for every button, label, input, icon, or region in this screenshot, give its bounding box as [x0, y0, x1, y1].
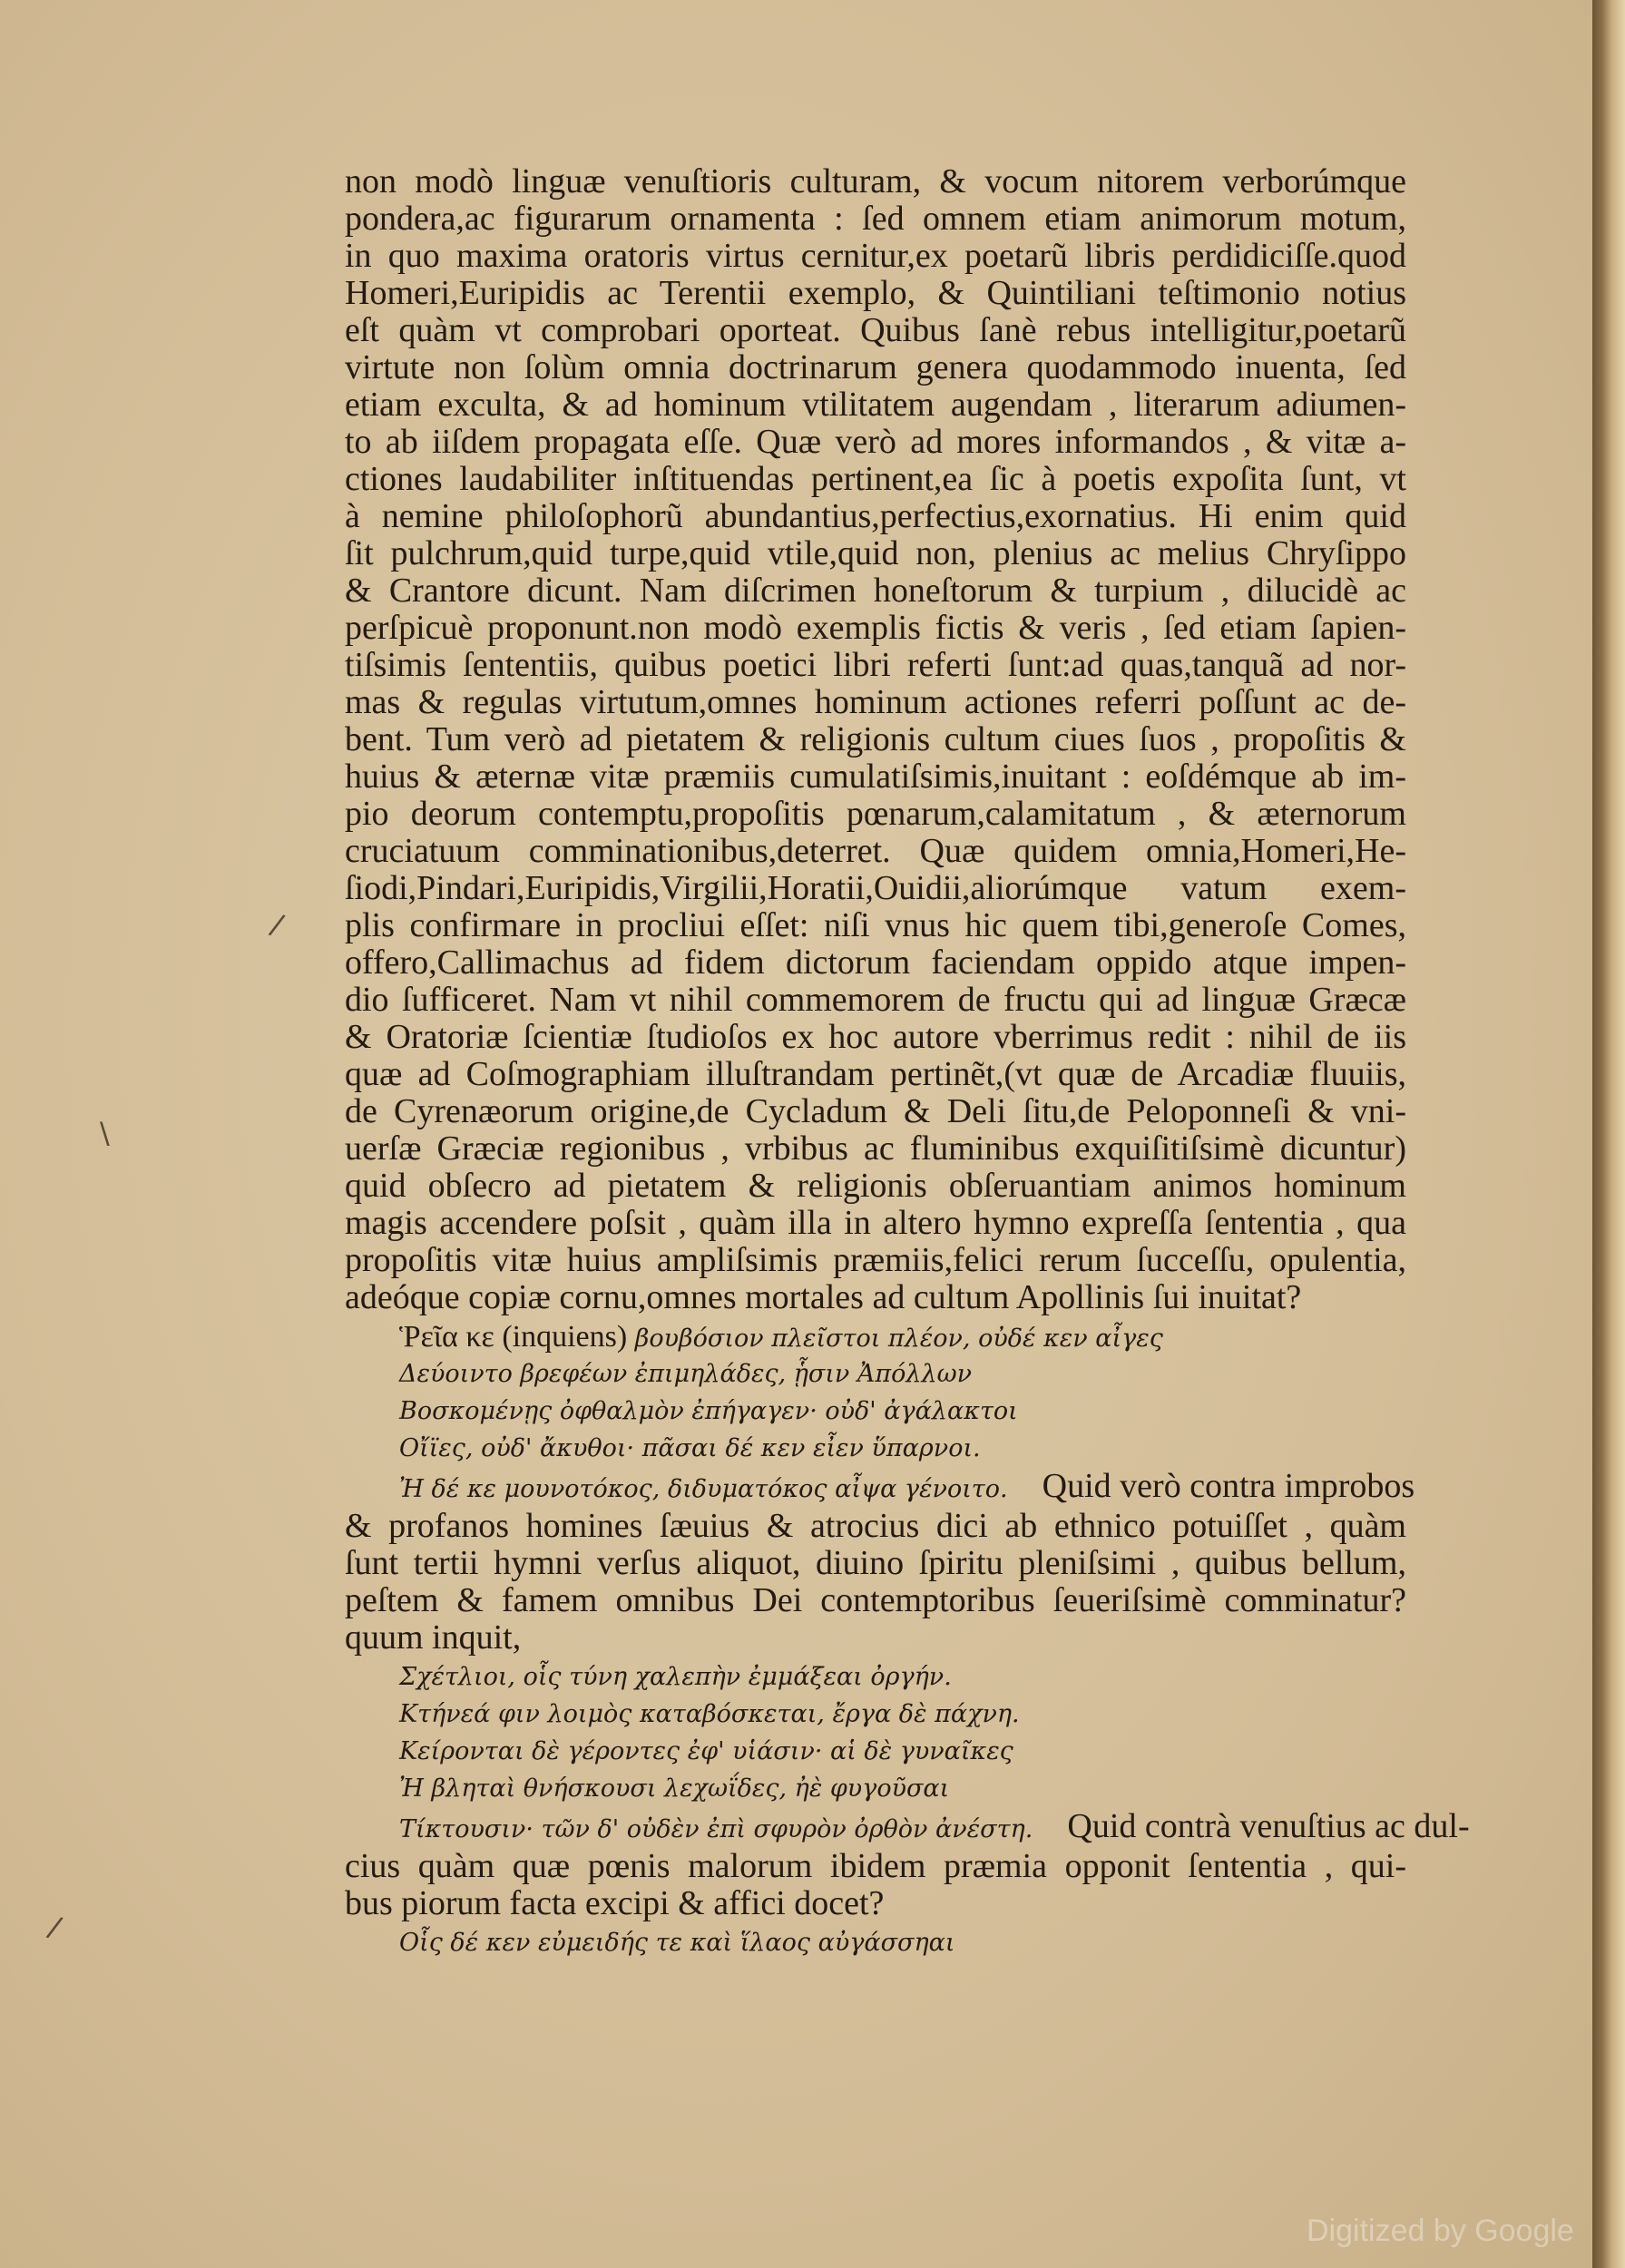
greek-line: Οἷς δέ κεν εὐμειδής τε καὶ ἵλαος αὐγάσσηαι — [399, 1929, 955, 1957]
text-line: Homeri,Euripidis ac Terentii exemplo, & Quintiliani teſtimonio notius — [345, 274, 1406, 312]
text-line: huius & æternæ vitæ præmiis cumulatiſsimis,inuitant : eoſdémque ab im- — [345, 758, 1406, 796]
latin-paragraph-3 — [345, 1848, 1406, 1922]
greek-line: Δεύοιντο βρεφέων ἐπιμηλάδες, ᾗσιν Ἀπόλλων — [399, 1360, 973, 1388]
text-line: perſpicuè proponunt.non modò exemplis fictis & veris , ſed etiam ſapien- — [345, 609, 1406, 647]
greek-line-rest: βουβόσιον πλεῖστοι πλέον, οὐδέ κεν αἶγες — [634, 1325, 1163, 1353]
greek-lead-word: Ῥεῖα κε — [399, 1320, 494, 1354]
watermark: Digitized by Google — [1307, 2214, 1574, 2248]
text-line: ctiones laudabiliter inſtituendas pertinent,ea ſic à poetis expoſita ſunt, vt — [345, 460, 1406, 498]
latin-paragraph-2 — [345, 1508, 1406, 1657]
text-line: tiſsimis ſententiis, quibus poetici libri referti ſunt:ad quas,tanquã ad nor- — [345, 646, 1406, 684]
text-line: cius quàm quæ pœnis malorum ibidem præmia opponit ſententia , qui- — [345, 1847, 1406, 1885]
text-block — [345, 162, 1470, 1965]
greek-line — [345, 1318, 1406, 1355]
text-line: quid obſecro ad pietatem & religionis obſeruantiam animos hominum — [345, 1167, 1406, 1205]
greek-line: Βοσκομένῃς ὀφθαλμὸν ἐπήγαγεν· οὐδ' ἀγάλακτοι — [399, 1397, 1018, 1425]
text-line: bent. Tum verò ad pietatem & religionis cultum ciues ſuos , propoſitis & — [345, 720, 1406, 758]
page-edge — [1592, 0, 1625, 2268]
text-line: adeóque copiæ cornu,omnes mortales ad cultum Apollinis ſui inuitat? — [345, 1278, 1302, 1316]
text-line: quum inquit, — [345, 1618, 522, 1657]
greek-lead-latin: (inquiens) — [502, 1320, 628, 1354]
greek-line: Ἠ βληταὶ θνήσκουσι λεχωΐδες, ἠὲ φυγοῦσαι — [399, 1774, 950, 1803]
text-line: in quo maxima oratoris virtus cernitur,ex poetarũ libris perdidiciſſe.quod — [345, 237, 1406, 275]
text-line: & Crantore dicunt. Nam diſcrimen honeſtorum & turpium , dilucidè ac — [345, 572, 1406, 610]
text-line: eſt quàm vt comprobari oporteat. Quibus ſanè rebus intelligitur,poetarũ — [345, 311, 1406, 349]
greek-line: Τίκτουσιν· τῶν δ' οὐδὲν ἐπὶ σφυρὸν ὀρθὸν ἀνέστη. — [399, 1815, 1033, 1843]
text-line: propoſitis vitæ huius ampliſsimis præmiis,felici rerum ſucceſſu, opulentia, — [345, 1241, 1406, 1279]
greek-line: Οἴϊες, οὐδ' ἄκυθοι· πᾶσαι δέ κεν εἶεν ὕπαρνοι. — [399, 1434, 981, 1462]
text-line: ſiodi,Pindari,Euripidis,Virgilii,Horatii,Ouidii,aliorúmque vatum exem- — [345, 869, 1406, 907]
greek-line: Σχέτλιοι, οἷς τύνη χαλεπὴν ἐμμάξεαι ὀργήν. — [399, 1663, 952, 1691]
text-line: peſtem & famem omnibus Dei contemptoribus ſeueriſsimè comminatur? — [345, 1581, 1406, 1619]
text-line: uerſæ Græciæ regionibus , vrbibus ac fluminibus exquiſitiſsimè dicuntur) — [345, 1129, 1406, 1168]
text-line: ſit pulchrum,quid turpe,quid vtile,quid non, plenius ac melius Chryſippo — [345, 534, 1406, 572]
text-line: pio deorum contemptu,propoſitis pœnarum,calamitatum , & æternorum — [345, 795, 1406, 833]
greek-quote-2 — [345, 1658, 1470, 1845]
text-line: magis accendere poſsit , quàm illa in altero hymno expreſſa ſententia , qua — [345, 1204, 1406, 1242]
text-line: bus piorum facta excipi & affici docet? — [345, 1884, 885, 1922]
text-line: plis confirmare in procliui eſſet: niſi vnus hic quem tibi,generoſe Comes, — [345, 906, 1406, 944]
text-line: quæ ad Coſmographiam illuſtrandam pertinẽt,(vt quæ de Arcadiæ fluuiis, — [345, 1055, 1406, 1093]
text-line: & profanos homines ſæuius & atrocius dici ab ethnico potuiſſet , quàm — [345, 1507, 1406, 1545]
text-line: & Oratoriæ ſcientiæ ſtudioſos ex hoc autore vberrimus redit : nihil de iis — [345, 1018, 1406, 1056]
margin-mark-low: / — [44, 1909, 65, 1945]
latin-paragraph-1 — [345, 163, 1406, 1316]
text-line: pondera,ac figurarum ornamenta : ſed omnem etiam animorum motum, — [345, 200, 1406, 238]
text-line: to ab iiſdem propagata eſſe. Quæ verò ad mores informandos , & vitæ a- — [345, 423, 1406, 461]
greek-line: Κτήνεά φιν λοιμὸς καταβόσκεται, ἔργα δὲ πάχνη. — [399, 1700, 1020, 1728]
greek-quote-3 — [345, 1924, 1406, 1961]
greek-line: Κείρονται δὲ γέροντες ἐφ' υἱάσιν· αἱ δὲ γυναῖκες — [399, 1737, 1013, 1765]
text-line: à nemine philoſophorũ abundantius,perfectius,exornatius. Hi enim quid — [345, 497, 1406, 535]
text-line: non modò linguæ venuſtioris culturam, & vocum nitorem verborúmque — [345, 162, 1406, 200]
text-line: cruciatuum comminationibus,deterret. Quæ quidem omnia,Homeri,He- — [345, 832, 1406, 870]
text-line: Quid contrà venuſtius ac dul- — [1067, 1807, 1470, 1845]
margin-mark-mid: \ — [100, 1116, 110, 1150]
text-line: ſunt tertii hymni verſus aliquot, diuino ſpiritu pleniſsimi , quibus bellum, — [345, 1544, 1406, 1582]
text-line: offero,Callimachus ad fidem dictorum faciendam oppido atque impen- — [345, 943, 1406, 982]
text-line: virtute non ſolùm omnia doctrinarum genera quodammodo inuenta, ſed — [345, 348, 1406, 386]
text-line: mas & regulas virtutum,omnes hominum actiones referri poſſunt ac de- — [345, 683, 1406, 721]
text-line: de Cyrenæorum origine,de Cycladum & Deli ſitu,de Peloponneſi & vni- — [345, 1092, 1406, 1130]
greek-line: Ἠ δέ κε μουνοτόκος, διδυματόκος αἶψα γένοιτο. — [399, 1475, 1008, 1503]
margin-mark-top: / — [266, 906, 288, 943]
mixed-line — [345, 1807, 1470, 1845]
mixed-line — [345, 1467, 1415, 1505]
text-line: Quid verò contra improbos — [1042, 1467, 1415, 1505]
text-line: dio ſufficeret. Nam vt nihil commemorem de fructu qui ad linguæ Græcæ — [345, 981, 1406, 1019]
text-line: etiam exculta, & ad hominum vtilitatem augendam , literarum adiumen- — [345, 386, 1406, 424]
greek-quote-1 — [345, 1318, 1415, 1505]
